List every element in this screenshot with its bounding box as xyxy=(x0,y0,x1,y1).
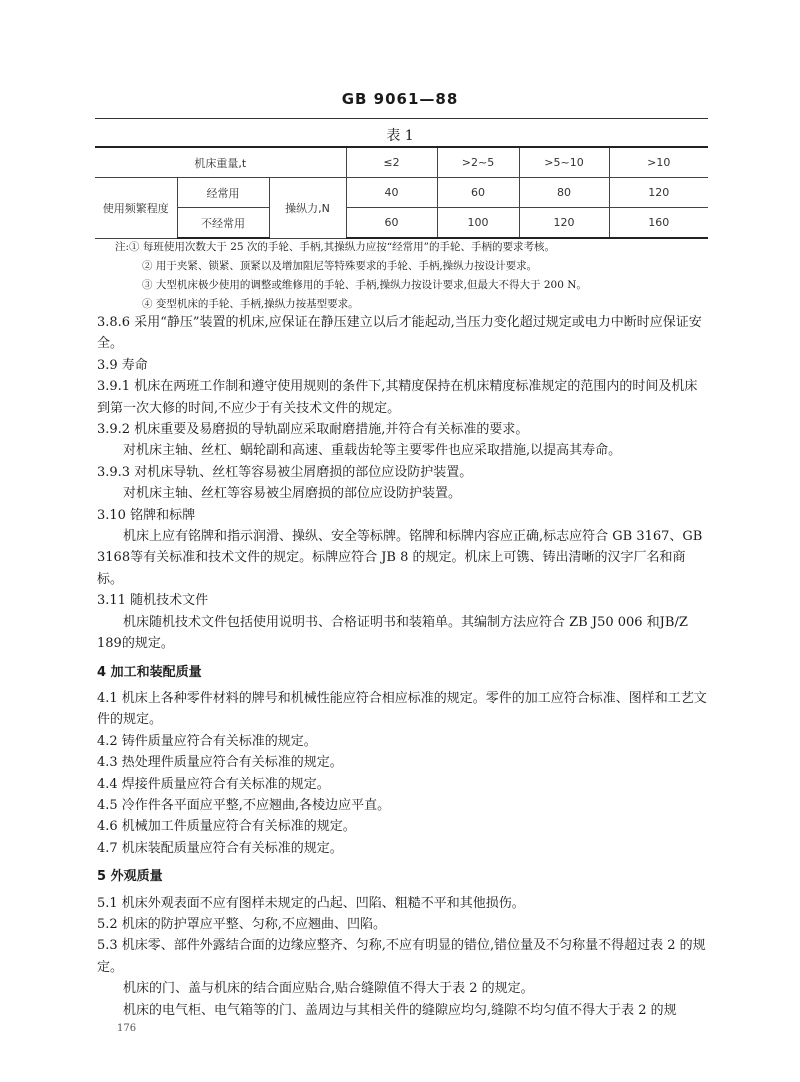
table-cell: 40 xyxy=(346,178,437,208)
table-title: 表 1 xyxy=(386,128,414,144)
table-notes xyxy=(115,238,715,314)
paragraph: 3.9.3 对机床导轨、丝杠等容易被尘屑磨损的部位应设防护装置。 xyxy=(97,464,473,480)
table-row xyxy=(95,208,708,239)
table-note: 注:① 每班使用次数大于 25 次的手轮、手柄,其操纵力应按“经常用”的手轮、手柄的要求考核。 xyxy=(115,241,555,253)
table-header-row xyxy=(95,147,708,178)
paragraph: 4.6 机械加工件质量应符合有关标准的规定。 xyxy=(97,819,356,835)
paragraph: 机床上应有铭牌和指示润滑、操纵、安全等标牌。铭牌和标牌内容应正确,标志应符合 GB 3167、GB 3168等有关标准和技术文件的规定。标牌应符合 JB 8 的规定。机床上可镌、铸出清晰的汉字厂名和商标。 xyxy=(97,529,703,587)
body-text xyxy=(97,312,709,1021)
paragraph: 4.5 冷作件各平面应平整,不应翘曲,各棱边应平直。 xyxy=(97,797,391,813)
paragraph: 对机床主轴、丝杠、蜗轮副和高速、重载齿轮等主要零件也应采取措施,以提高其寿命。 xyxy=(123,443,622,459)
header-weight-label: 机床重量,t xyxy=(95,147,346,178)
paragraph: 3.9 寿命 xyxy=(97,357,148,373)
paragraph: 5.3 机床零、部件外露结合面的边缘应整齐、匀称,不应有明显的错位,错位量及不匀称量不得超过表 2 的规定。 xyxy=(97,938,706,975)
table-note: ③ 大型机床极少使用的调整或维修用的手轮、手柄,操纵力按设计要求,但最大不得大于 200 N。 xyxy=(142,279,587,291)
table-cell: 160 xyxy=(609,208,708,239)
page-number: 176 xyxy=(117,1023,137,1034)
table-note: ② 用于夹紧、锁紧、顶紧以及增加阻尼等特殊要求的手轮、手柄,操纵力按设计要求。 xyxy=(142,260,538,272)
paragraph: 机床随机技术文件包括使用说明书、合格证明书和装箱单。其编制方法应符合 ZB J50 006 和JB/Z 189的规定。 xyxy=(97,614,688,652)
paragraph: 3.10 铭牌和标牌 xyxy=(97,507,196,523)
table-cell: 120 xyxy=(609,178,708,208)
paragraph: 对机床主轴、丝杠等容易被尘屑磨损的部位应设防护装置。 xyxy=(123,486,462,502)
paragraph: 4.1 机床上各种零件材料的牌号和机械性能应符合相应标准的规定。零件的加工应符合标准、图样和工艺文件的规定。 xyxy=(97,690,707,728)
table-header-cell: >2~5 xyxy=(437,147,519,178)
table-cell: 100 xyxy=(437,208,519,239)
paragraph: 机床的电气柜、电气箱等的门、盖周边与其相关件的缝隙应均匀,缝隙不均匀值不得大于表 2 的规 xyxy=(123,1002,677,1018)
table-header-cell: ≤2 xyxy=(346,147,437,178)
paragraph: 3.8.6 采用“静压”装置的机床,应保证在静压建立以后才能起动,当压力变化超过规定或电力中断时应保证安全。 xyxy=(97,315,702,352)
paragraph: 3.9.1 机床在两班工作制和遵守使用规则的条件下,其精度保持在机床精度标准规定的范围内的时间及机床到第一次大修的时间,不应少于有关技术文件的规定。 xyxy=(97,379,698,416)
force-label: 操纵力,N xyxy=(269,178,346,239)
paragraph: 4.7 机床装配质量应符合有关标准的规定。 xyxy=(97,840,343,856)
table-header-cell: >10 xyxy=(609,147,708,178)
table-header-cell: >5~10 xyxy=(519,147,609,178)
paragraph: 4.2 铸件质量应符合有关标准的规定。 xyxy=(97,733,317,749)
section-heading: 5 外观质量 xyxy=(97,869,163,885)
section-heading: 4 加工和装配质量 xyxy=(97,664,202,680)
table-cell: 60 xyxy=(346,208,437,239)
table-cell: 120 xyxy=(519,208,609,239)
row-group-label: 使用频繁程度 xyxy=(95,178,177,239)
paragraph: 机床的门、盖与机床的结合面应贴合,贴合缝隙值不得大于表 2 的规定。 xyxy=(123,981,534,997)
operating-force-table xyxy=(95,146,708,239)
table-note: ④ 变型机床的手轮、手柄,操纵力按基型要求。 xyxy=(142,298,359,310)
paragraph: 4.3 热处理件质量应符合有关标准的规定。 xyxy=(97,755,343,771)
table-row xyxy=(95,178,708,208)
header-rule xyxy=(95,118,708,119)
paragraph: 4.4 焊接件质量应符合有关标准的规定。 xyxy=(97,776,330,792)
table-cell: 60 xyxy=(437,178,519,208)
paragraph: 5.2 机床的防护罩应平整、匀称,不应翘曲、凹陷。 xyxy=(97,916,386,932)
paragraph: 3.9.2 机床重要及易磨损的导轨副应采取耐磨措施,并符合有关标准的要求。 xyxy=(97,422,529,438)
row-label: 经常用 xyxy=(177,178,269,208)
table-cell: 80 xyxy=(519,178,609,208)
standard-code-header: GB 9061—88 xyxy=(341,90,459,108)
paragraph: 5.1 机床外观表面不应有图样未规定的凸起、凹陷、粗糙不平和其他损伤。 xyxy=(97,895,525,911)
row-label: 不经常用 xyxy=(177,208,269,239)
paragraph: 3.11 随机技术文件 xyxy=(97,593,209,609)
